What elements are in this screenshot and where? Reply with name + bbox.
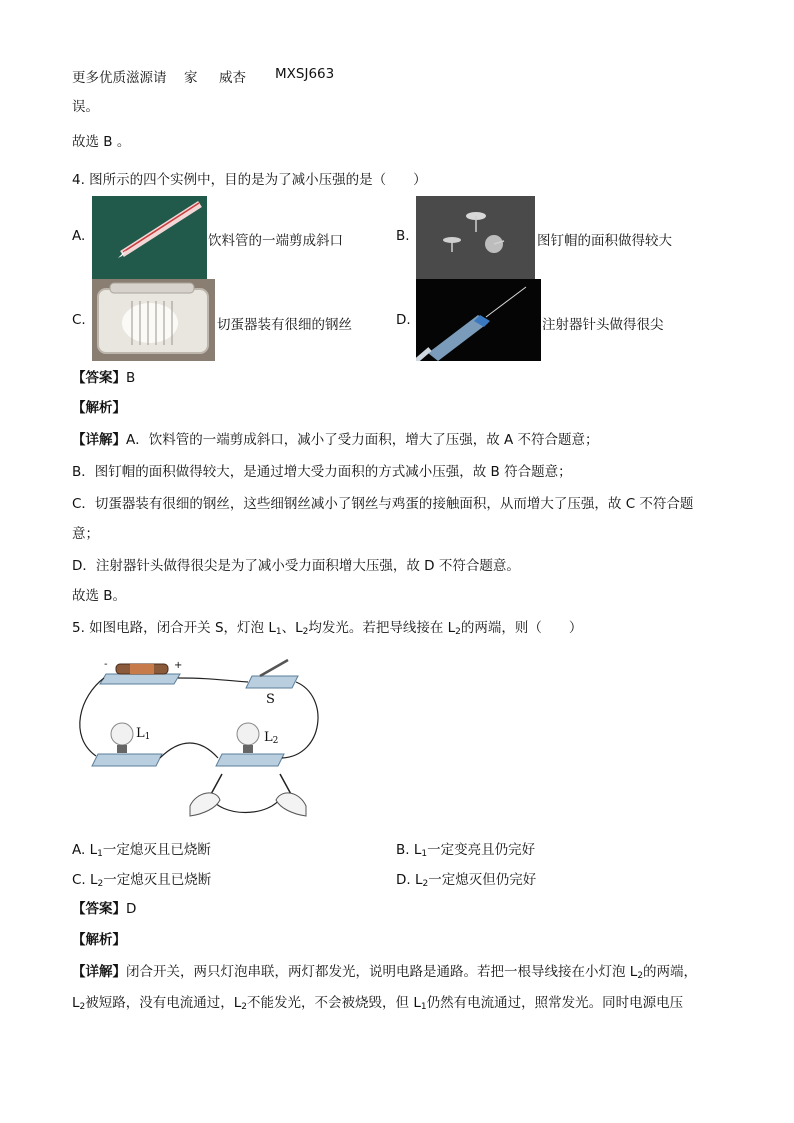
q4-analysis-tag (72, 398, 126, 418)
bulb-l2-label (264, 730, 278, 746)
q4-answer (72, 368, 135, 388)
q5-option-d-text: 一定熄灭但仍完好 (428, 872, 537, 888)
battery-minus-label: - (104, 659, 108, 670)
q5-option-a-prefix: A. L (72, 842, 98, 858)
prev-conclusion: 故选 B 。 (72, 134, 131, 150)
q5-detail-2-sub-1: 2 (79, 1002, 86, 1012)
bulb-l1-letter: L (136, 726, 145, 741)
q5-stem-d: 的两端，则（ ） (460, 620, 583, 636)
q5-detail-1-sub: 2 (637, 971, 644, 981)
syringe-icon (416, 279, 541, 361)
q5-option-c-text: 一定熄灭且已烧断 (103, 872, 212, 888)
q4-option-b-letter: B. (396, 228, 410, 244)
q5-option-d (396, 868, 536, 889)
q5-answer-value: D (126, 901, 137, 917)
q4-detail-2: B．图钉帽的面积做得较大，是通过增大受力面积的方式减小压强，故 B 符合题意； (72, 464, 572, 480)
bulb-l2-sub: 2 (272, 736, 279, 746)
q5-detail-1-a: 闭合开关，两只灯泡串联，两灯都发光，说明电路是通路。若把一根导线接在小灯泡 L (126, 964, 638, 980)
q5-detail-2-sub-3: 1 (420, 1002, 427, 1012)
thumbtack-icon (416, 196, 535, 279)
q4-conclusion: 故选 B。 (72, 588, 127, 604)
q5-answer-tag: 【答案】 (72, 901, 126, 917)
q5-detail-1-b: 的两端， (643, 964, 698, 980)
q4-detail-1 (72, 430, 599, 450)
q5-detail-1 (72, 962, 697, 986)
q5-option-c-prefix: C. L (72, 872, 98, 888)
q4-detail-3b: 意； (72, 526, 99, 542)
q5-detail-2-c: 不能发光，不会被烧毁，但 L (247, 995, 421, 1011)
bulb-l1-sub: 1 (144, 732, 151, 742)
q4-option-d-text: 注射器针头做得很尖 (542, 317, 664, 333)
q5-detail-2-b: 被短路，没有电流通过，L (85, 995, 242, 1011)
q5-analysis-tag (72, 930, 126, 950)
q5-option-b-text: 一定变亮且仍完好 (427, 842, 536, 858)
syringe-image (416, 279, 541, 361)
egg-slicer-icon (92, 279, 215, 361)
q4-option-c-text: 切蛋器装有很细的钢丝 (217, 317, 352, 333)
q5-option-d-sub: 2 (422, 879, 429, 889)
q5-stem-sub-3: 2 (455, 627, 461, 637)
q4-answer-value: B (126, 370, 136, 386)
circuit-diagram (70, 656, 324, 822)
q5-option-b-prefix: B. L (396, 842, 422, 858)
q5-stem (72, 618, 582, 642)
q4-answer-tag: 【答案】 (72, 370, 126, 386)
q5-analysis-label: 【解析】 (72, 932, 126, 948)
q5-option-c (72, 868, 211, 889)
q4-analysis-label: 【解析】 (72, 400, 126, 416)
bulb-l1-label (136, 726, 150, 742)
q4-stem: 4. 图所示的四个实例中，目的是为了减小压强的是（ ） (72, 172, 427, 188)
q5-stem-c: 均发光。若把导线接在 L (308, 620, 456, 636)
header-code: MXSJ663 (275, 66, 335, 82)
straw-image (92, 196, 207, 279)
q4-detail-tag: 【详解】 (72, 432, 126, 448)
circuit-figure (70, 656, 324, 822)
switch-label: S (266, 692, 275, 707)
q5-detail-2-a: L (72, 995, 80, 1011)
q4-option-c-letter: C. (72, 312, 86, 328)
q5-detail-tag: 【详解】 (72, 964, 126, 980)
q5-option-a-text: 一定熄灭且已烧断 (102, 842, 211, 858)
straw-icon (92, 196, 207, 279)
q5-answer (72, 899, 136, 919)
q5-option-a-sub: 1 (97, 849, 103, 859)
q5-option-d-prefix: D. L (396, 872, 423, 888)
q5-detail-2 (72, 993, 683, 1017)
bulb-l2-letter: L (264, 730, 273, 745)
q4-option-d-letter: D. (396, 312, 411, 328)
q4-detail-3: C．切蛋器装有很细的钢丝，这些细钢丝减小了钢丝与鸡蛋的接触面积，从而增大了压强，故 C 不符合题 (72, 496, 694, 512)
q4-detail-1-text: A．饮料管的一端剪成斜口，减小了受力面积，增大了压强，故 A 不符合题意； (126, 432, 599, 448)
thumbtack-image (416, 196, 535, 279)
header-text-2: 家 (184, 70, 198, 86)
q4-detail-4: D．注射器针头做得很尖是为了减小受力面积增大压强，故 D 不符合题意。 (72, 558, 520, 574)
q5-stem-sub-2: 2 (302, 627, 309, 637)
q5-detail-2-sub-2: 2 (241, 1002, 248, 1012)
q5-stem-b: 、L (281, 620, 303, 636)
q5-stem-sub-1: 1 (275, 627, 282, 637)
battery-plus-label: + (174, 660, 183, 671)
header-text-1: 更多优质滋源请 (72, 70, 167, 86)
header-text-3: 威杏 (219, 70, 246, 86)
q4-option-a-text: 饮料管的一端剪成斜口 (208, 233, 343, 249)
q5-option-b-sub: 1 (421, 849, 428, 859)
q5-option-a (72, 838, 211, 859)
egg-slicer-image (92, 279, 215, 361)
q4-option-b-text: 图钉帽的面积做得较大 (537, 233, 672, 249)
q5-stem-a: 5. 如图电路，闭合开关 S，灯泡 L (72, 620, 276, 636)
q5-detail-2-d: 仍然有电流通过，照常发光。同时电源电压 (426, 995, 684, 1011)
q5-option-c-sub: 2 (97, 879, 104, 889)
q4-option-a-letter: A. (72, 228, 86, 244)
prev-line-1: 误。 (72, 99, 99, 115)
q5-option-b (396, 838, 535, 859)
